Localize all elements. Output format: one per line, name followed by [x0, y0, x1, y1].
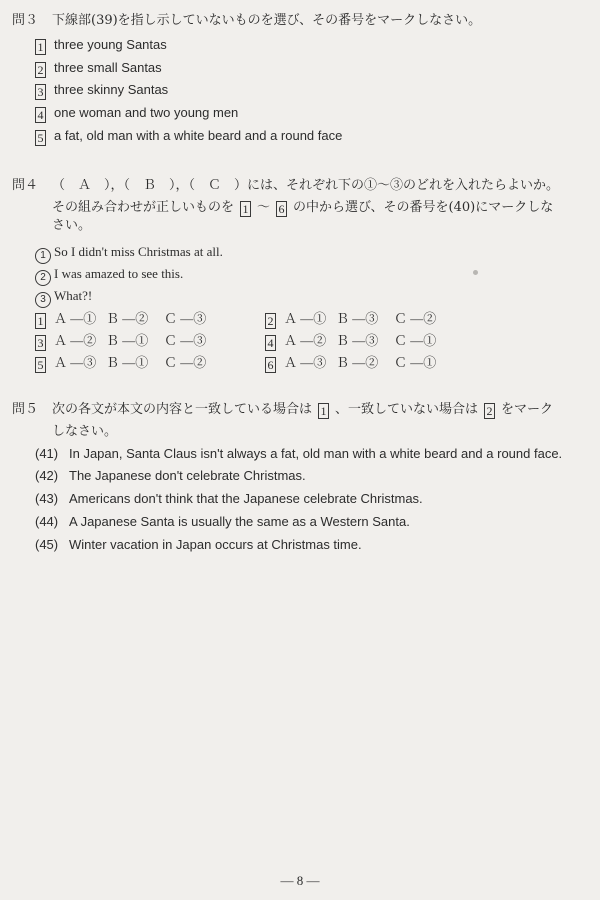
- page-number: ― 8 ―: [280, 873, 320, 888]
- q4-combo-3-a: Ａ ―②: [54, 333, 97, 348]
- q5-agree-box: 1: [318, 403, 329, 419]
- q5-line-1-post: をマーク: [501, 402, 554, 417]
- q3-option-1-text: three young Santas: [54, 37, 167, 52]
- q5-heading: [12, 401, 553, 419]
- q4-combo-5-a: Ａ ―③: [54, 355, 97, 370]
- q4-combo-1-b: Ｂ ―②: [106, 311, 149, 326]
- q4-sentence-3-text: What?!: [54, 288, 93, 303]
- q4-combo-1: [35, 310, 206, 329]
- q5-statement-45-number: (45): [35, 537, 59, 552]
- q3-option-1-number: 1: [35, 39, 46, 55]
- q3-option-4-number: 4: [35, 107, 46, 123]
- q4-combo-2: [265, 310, 436, 329]
- q4-line-3: さい。: [52, 218, 92, 233]
- q5-statement-45-text: Winter vacation in Japan occurs at Christmas time.: [69, 537, 362, 552]
- q3-option-4-text: one woman and two young men: [54, 105, 239, 120]
- q3-heading: [12, 12, 481, 30]
- q4-combo-4: [265, 332, 436, 351]
- q5-statement-45: [35, 536, 362, 554]
- q4-combo-6-number: 6: [265, 357, 276, 373]
- q4-combo-2-b: Ｂ ―③: [336, 311, 379, 326]
- q4-sentence-1-text: So I didn't miss Christmas at all.: [54, 244, 223, 259]
- q4-range-start-box: 1: [240, 201, 251, 217]
- q5-statement-41-text: In Japan, Santa Claus isn't always a fat, old man with a white beard and a round face.: [69, 446, 563, 461]
- q4-combo-5-c: Ｃ ―②: [164, 355, 207, 370]
- q4-combo-3: [35, 332, 206, 351]
- q3-option-5: [35, 127, 342, 146]
- q4-combo-6-b: Ｂ ―②: [336, 355, 379, 370]
- q5-statement-44: [35, 513, 410, 531]
- q5-line-1-pre: 次の各文が本文の内容と一致している場合は: [52, 402, 313, 417]
- q4-combo-6-a: Ａ ―③: [284, 355, 327, 370]
- q4-combo-5: [35, 354, 206, 373]
- q4-sentence-1: [35, 243, 223, 264]
- q3-instruction: 下線部(39)を指し示していないものを選び、その番号をマークしなさい。: [52, 13, 482, 28]
- q3-option-2: [35, 59, 162, 78]
- q4-range-end-box: 6: [276, 201, 287, 217]
- q4-combo-3-number: 3: [35, 335, 46, 351]
- q5-statement-42-number: (42): [35, 468, 59, 483]
- q4-combo-2-number: 2: [265, 313, 276, 329]
- q5-statement-41: [35, 445, 562, 463]
- q4-combo-3-c: Ｃ ―③: [164, 333, 207, 348]
- q5-line-2: しなさい。: [52, 424, 118, 439]
- q5-number: 問５: [12, 402, 39, 417]
- q4-combo-4-b: Ｂ ―③: [336, 333, 379, 348]
- q3-option-5-text: a fat, old man with a white beard and a round face: [54, 128, 343, 143]
- q5-statement-44-number: (44): [35, 514, 59, 529]
- q4-combo-2-c: Ｃ ―②: [394, 311, 437, 326]
- q3-option-4: [35, 104, 238, 123]
- q5-statement-43-number: (43): [35, 491, 59, 506]
- q4-combo-6-c: Ｃ ―①: [394, 355, 437, 370]
- q4-sentence-2-text: I was amazed to see this.: [54, 266, 184, 281]
- q4-combo-4-c: Ｃ ―①: [394, 333, 437, 348]
- q3-number: 問３: [12, 13, 39, 28]
- q4-combo-4-a: Ａ ―②: [284, 333, 327, 348]
- q3-option-3-number: 3: [35, 84, 46, 100]
- q5-statement-43-text: Americans don't think that the Japanese celebrate Christmas.: [69, 491, 423, 506]
- paper-smudge: [473, 270, 478, 275]
- q3-option-3: [35, 81, 168, 100]
- q4-combo-1-c: Ｃ ―③: [164, 311, 207, 326]
- q4-sentence-1-mark: 1: [35, 248, 51, 264]
- q3-option-2-number: 2: [35, 62, 46, 78]
- q4-combo-1-a: Ａ ―①: [54, 311, 97, 326]
- q4-combo-5-number: 5: [35, 357, 46, 373]
- q4-combo-1-number: 1: [35, 313, 46, 329]
- q4-combo-5-b: Ｂ ―①: [106, 355, 149, 370]
- q5-statement-41-number: (41): [35, 446, 59, 461]
- q5-statement-42: [35, 467, 306, 485]
- q4-heading: [12, 177, 559, 195]
- q3-option-3-text: three skinny Santas: [54, 82, 169, 97]
- q3-option-2-text: three small Santas: [54, 60, 162, 75]
- q4-combo-2-a: Ａ ―①: [284, 311, 327, 326]
- q4-range-tilde: ～: [257, 200, 271, 215]
- q4-combo-6: [265, 354, 436, 373]
- q4-sentence-3: [35, 287, 92, 308]
- q4-sentence-2: [35, 265, 183, 286]
- q4-combo-3-b: Ｂ ―①: [106, 333, 149, 348]
- q4-combo-4-number: 4: [265, 335, 276, 351]
- q4-line-2: [52, 199, 553, 217]
- q5-statement-44-text: A Japanese Santa is usually the same as a Western Santa.: [69, 514, 410, 529]
- q4-sentence-3-mark: 3: [35, 292, 51, 308]
- q4-sentence-2-mark: 2: [35, 270, 51, 286]
- q5-statement-42-text: The Japanese don't celebrate Christmas.: [69, 468, 306, 483]
- q4-line-1: （ Ａ ），（ Ｂ ），（ Ｃ ）には、それぞれ下の①～③のどれを入れたらよいか。: [52, 178, 560, 193]
- q4-number: 問４: [12, 178, 39, 193]
- q5-line-1-mid: 、一致していない場合は: [335, 402, 479, 417]
- q4-line-2-pre: その組み合わせが正しいものを: [52, 200, 235, 215]
- q5-disagree-box: 2: [484, 403, 495, 419]
- q3-option-5-number: 5: [35, 130, 46, 146]
- q4-line-2-post: の中から選び、その番号を(40)にマークしな: [293, 200, 554, 215]
- q3-option-1: [35, 36, 167, 55]
- q5-statement-43: [35, 490, 423, 508]
